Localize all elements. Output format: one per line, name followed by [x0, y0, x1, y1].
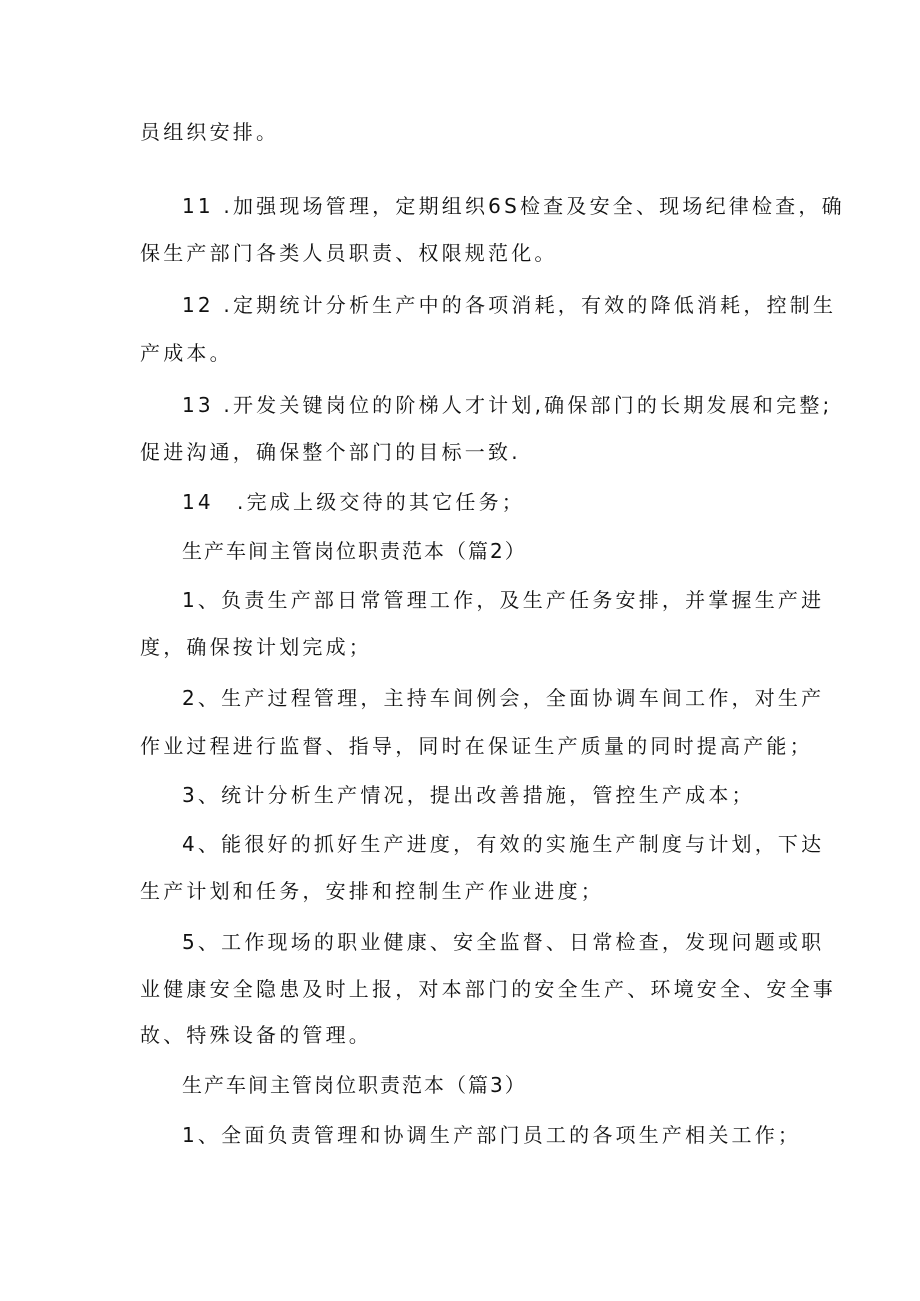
text-line: 1、全面负责管理和协调生产部门员工的各项生产相关工作；: [182, 1123, 802, 1147]
section-heading: 生产车间主管岗位职责范本（篇3）: [182, 1073, 527, 1097]
text-line: 员组织安排。: [140, 120, 280, 144]
text-line: 3、统计分析生产情况，提出改善措施，管控生产成本；: [182, 783, 755, 807]
text-line: 12 .定期统计分析生产中的各项消耗，有效的降低消耗，控制生: [182, 293, 837, 317]
text-line: 11 .加强现场管理，定期组织6S检查及安全、现场纪律检查，确: [182, 194, 845, 218]
text-line: 促进沟通，确保整个部门的目标一致.: [140, 440, 521, 464]
text-line: 作业过程进行监督、指导，同时在保证生产质量的同时提高产能；: [140, 734, 813, 758]
text-line: 2、生产过程管理，主持车间例会，全面协调车间工作，对生产: [182, 686, 825, 710]
section-heading: 生产车间主管岗位职责范本（篇2）: [182, 539, 527, 563]
text-line: 故、特殊设备的管理。: [140, 1023, 372, 1047]
text-line: 产成本。: [140, 341, 233, 365]
text-line: 保生产部门各类人员职责、权限规范化。: [140, 241, 558, 265]
text-line: 1、负责生产部日常管理工作，及生产任务安排，并掌握生产进: [182, 588, 825, 612]
text-line: 13 .开发关键岗位的阶梯人才计划,确保部门的长期发展和完整;: [182, 393, 833, 417]
text-line: 14 .完成上级交待的其它任务；: [182, 490, 526, 514]
text-line: 业健康安全隐患及时上报，对本部门的安全生产、环境安全、安全事: [140, 977, 836, 1001]
text-line: 度，确保按计划完成；: [140, 635, 372, 659]
text-line: 4、能很好的抓好生产进度，有效的实施生产制度与计划，下达: [182, 832, 825, 856]
text-line: 生产计划和任务，安排和控制生产作业进度；: [140, 879, 604, 903]
text-line: 5、工作现场的职业健康、安全监督、日常检查，发现问题或职: [182, 930, 825, 954]
